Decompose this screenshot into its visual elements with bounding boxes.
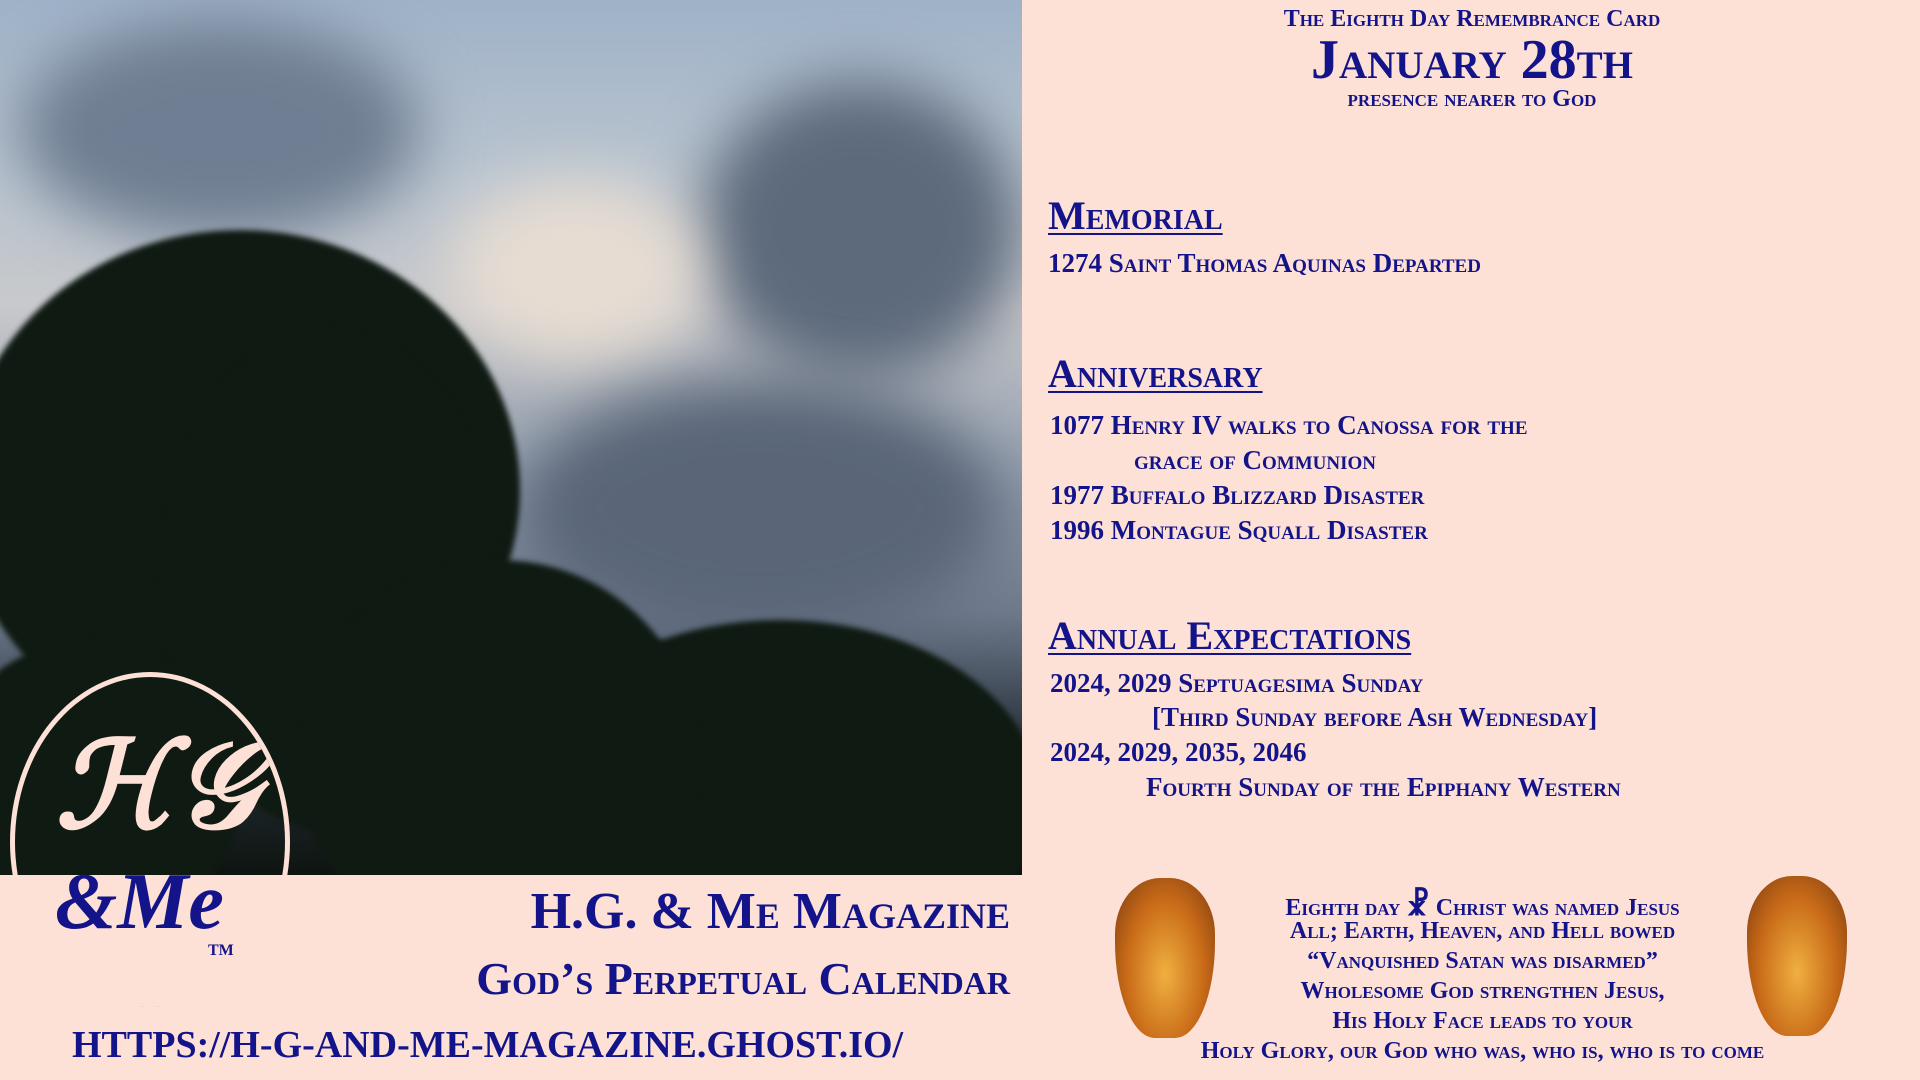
expectation-item: 2024, 2029 Septuagesima Sunday — [1050, 668, 1424, 698]
anniversary-item-continued: grace of Communion — [1134, 445, 1376, 475]
poem-line: Wholesome God strengthen Jesus, — [1300, 978, 1665, 1004]
anniversary-item: 1996 Montague Squall Disaster — [1050, 515, 1428, 545]
logo-me: &Me — [55, 858, 224, 946]
expectation-item-note: Fourth Sunday of the Epiphany Western — [1146, 772, 1621, 802]
annual-expectations-heading: Annual Expectations — [1048, 613, 1412, 658]
logo — [10, 672, 290, 1012]
memorial-item: 1274 Saint Thomas Aquinas Departed — [1048, 248, 1481, 278]
poem-line: “Vanquished Satan was disarmed” — [1307, 948, 1658, 974]
memorial-heading: Memorial — [1048, 193, 1223, 238]
magazine-url-link[interactable]: HTTPS://H-G-AND-ME-MAGAZINE.GHOST.IO/ — [72, 1024, 904, 1066]
anniversary-item: 1977 Buffalo Blizzard Disaster — [1050, 480, 1425, 510]
anniversary-item: 1077 Henry IV walks to Canossa for the — [1050, 410, 1528, 440]
poem-text: Christ was named Jesus — [1435, 895, 1680, 921]
poem-line: Holy Glory, our God who was, who is, who is to come — [1200, 1038, 1765, 1064]
expectation-item: 2024, 2029, 2035, 2046 — [1050, 737, 1307, 767]
card-title: The Eighth Day Remembrance Card — [1283, 6, 1661, 32]
calendar-tagline: God’s Perpetual Calendar — [476, 953, 1010, 1004]
poem-text: Eighth day — [1285, 895, 1401, 921]
chi-rho-icon: ☧ — [1406, 889, 1430, 922]
magazine-name: H.G. & Me Magazine — [530, 883, 1010, 940]
poem-line: His Holy Face leads to your — [1332, 1008, 1633, 1034]
date-subtitle: presence nearer to God — [1347, 86, 1597, 112]
trademark: TM — [208, 942, 234, 959]
expectation-item-note: [Third Sunday before Ash Wednesday] — [1152, 702, 1598, 732]
logo-monogram: ℋ𝒢 — [55, 720, 260, 853]
poem-line: All; Earth, Heaven, and Hell bowed — [1289, 918, 1676, 944]
date-heading: January 28th — [1311, 29, 1633, 91]
anniversary-heading: Anniversary — [1048, 351, 1263, 396]
